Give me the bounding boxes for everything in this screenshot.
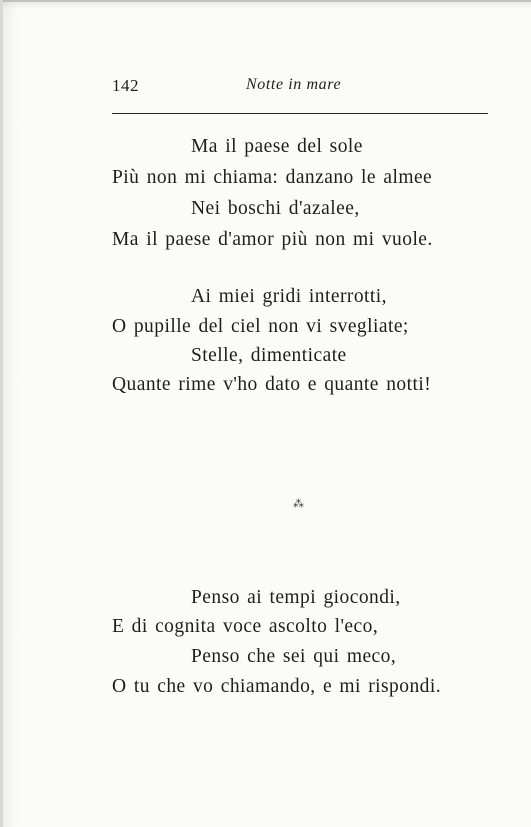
stanza-2-line-3: Stelle, dimenticate — [191, 345, 347, 366]
stanza-3-line-2: E di cognita voce ascolto l'eco, — [112, 616, 379, 637]
asterism-ornament-icon: ⁂ — [293, 497, 304, 510]
page-top-edge — [0, 0, 531, 2]
running-title: Notte in mare — [246, 76, 342, 93]
page-gutter-edge — [0, 0, 3, 827]
stanza-1-line-2: Più non mi chiama: danzano le almee — [112, 167, 433, 188]
stanza-1-line-1: Ma il paese del sole — [191, 136, 363, 157]
stanza-2-line-2: O pupille del ciel non vi svegliate; — [112, 316, 409, 337]
stanza-1-line-4: Ma il paese d'amor più non mi vuole. — [112, 229, 433, 250]
stanza-3-line-4: O tu che vo chiamando, e mi rispondi. — [112, 676, 442, 697]
stanza-3-line-1: Penso ai tempi giocondi, — [191, 587, 401, 608]
header-rule — [112, 113, 488, 114]
stanza-2-line-4: Quante rime v'ho dato e quante notti! — [112, 374, 432, 395]
page-number: 142 — [112, 76, 139, 95]
page-header — [112, 76, 490, 98]
stanza-1-line-3: Nei boschi d'azalee, — [191, 198, 360, 219]
stanza-3-line-3: Penso che sei qui meco, — [191, 646, 397, 667]
stanza-2-line-1: Ai miei gridi interrotti, — [191, 286, 387, 307]
